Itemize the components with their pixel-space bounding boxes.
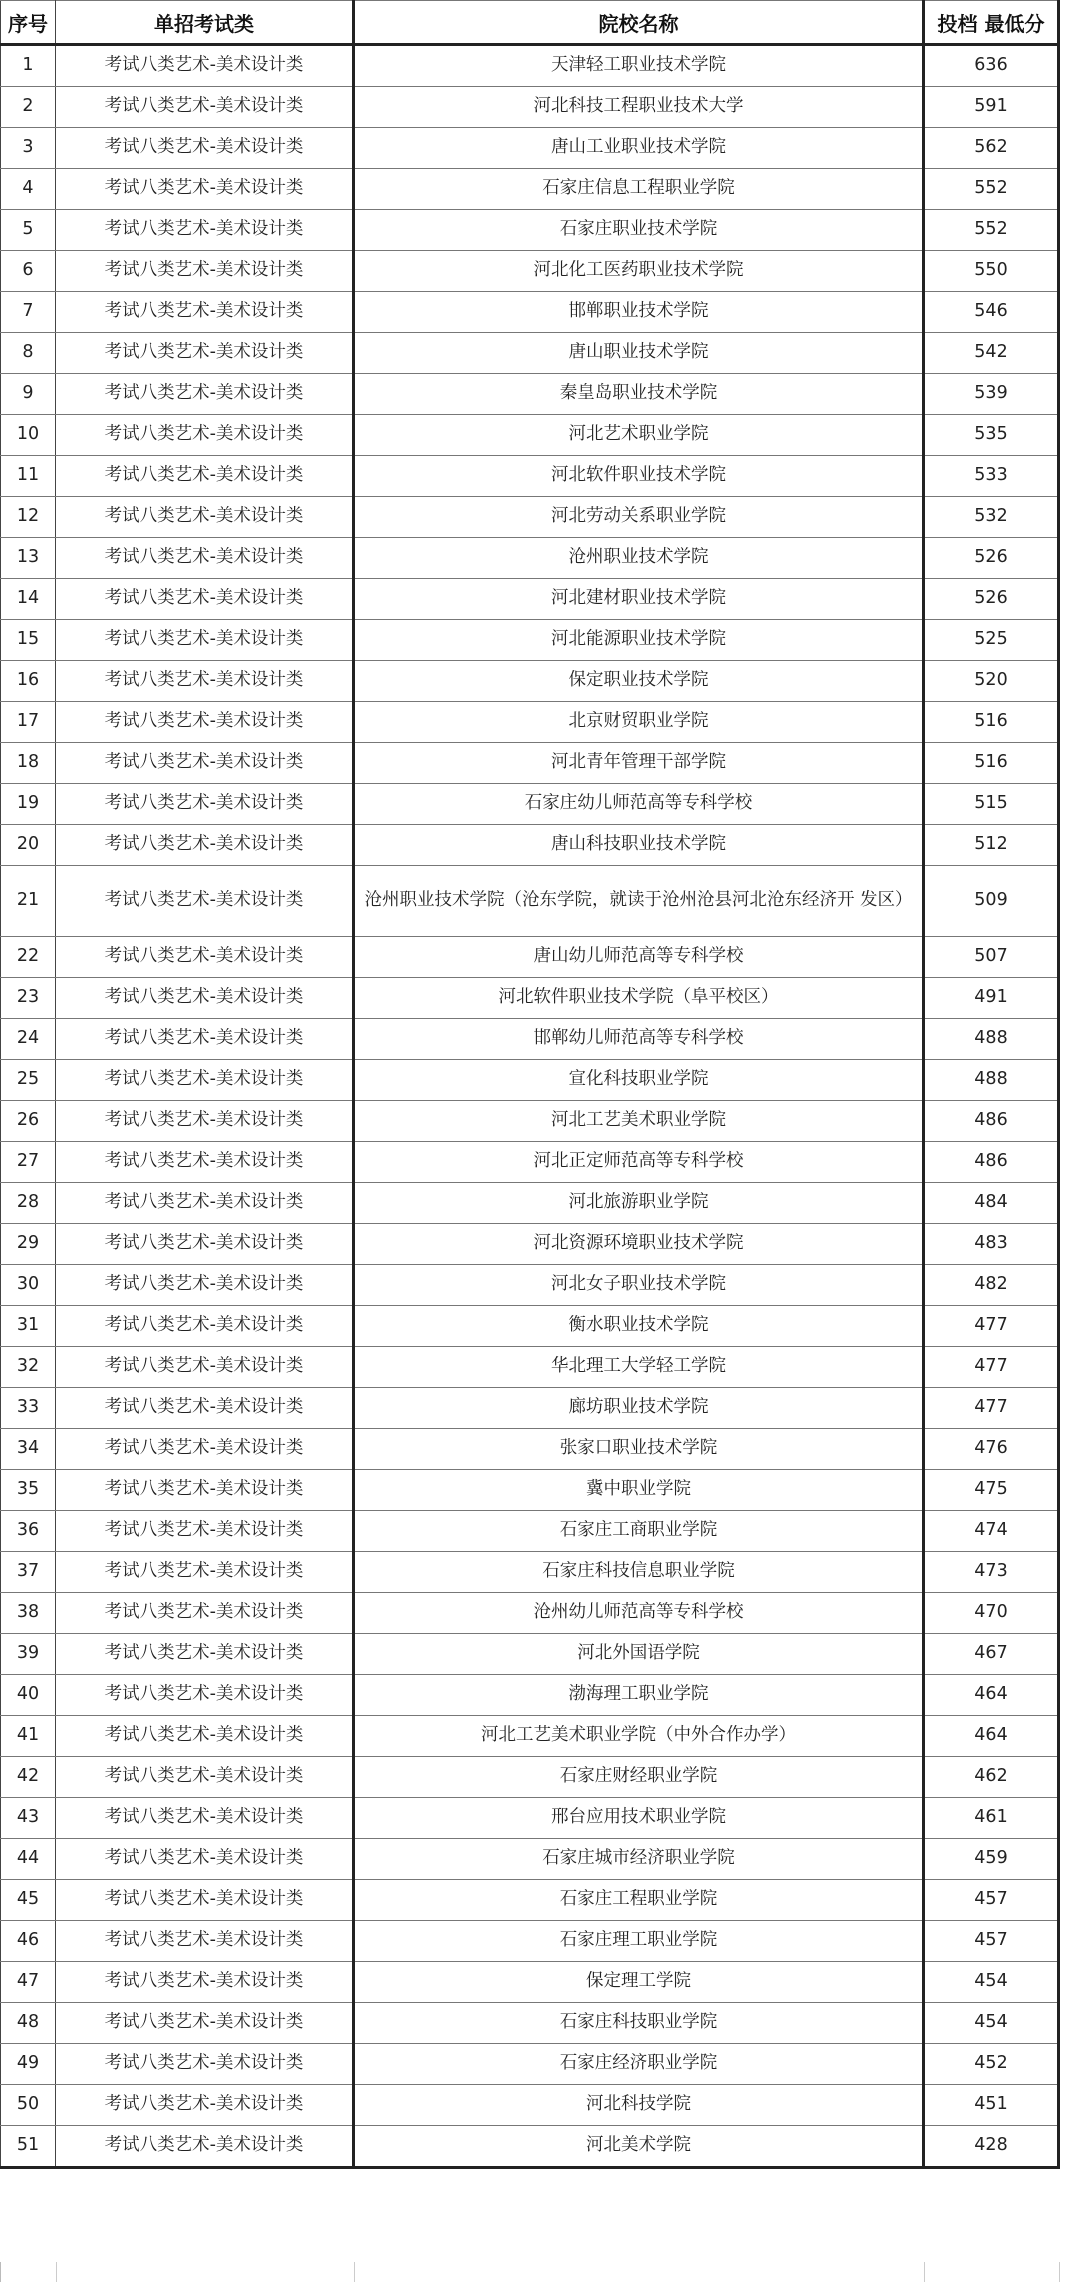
cell-school: 河北工艺美术职业学院: [354, 1101, 924, 1142]
cell-no: 49: [1, 2044, 56, 2085]
cell-score: 539: [924, 374, 1059, 415]
cell-school: 河北工艺美术职业学院（中外合作办学）: [354, 1716, 924, 1757]
cell-category: 考试八类艺术-美术设计类: [56, 1634, 354, 1675]
cell-score: 532: [924, 497, 1059, 538]
cell-score: 462: [924, 1757, 1059, 1798]
table-row: [1, 169, 1059, 210]
cell-category: 考试八类艺术-美术设计类: [56, 579, 354, 620]
cell-category: 考试八类艺术-美术设计类: [56, 1552, 354, 1593]
cell-no: 50: [1, 2085, 56, 2126]
cell-no: 23: [1, 978, 56, 1019]
cell-no: 18: [1, 743, 56, 784]
cell-score: 507: [924, 937, 1059, 978]
cell-category: 考试八类艺术-美术设计类: [56, 978, 354, 1019]
table-row: [1, 1224, 1059, 1265]
cell-no: 20: [1, 825, 56, 866]
cell-no: 33: [1, 1388, 56, 1429]
cell-category: 考试八类艺术-美术设计类: [56, 1675, 354, 1716]
header-category: 单招考试类: [56, 1, 354, 45]
cell-no: 17: [1, 702, 56, 743]
cell-score: 526: [924, 579, 1059, 620]
cell-no: 46: [1, 1921, 56, 1962]
cell-score: 477: [924, 1347, 1059, 1388]
cell-school: 河北女子职业技术学院: [354, 1265, 924, 1306]
cell-no: 28: [1, 1183, 56, 1224]
cell-school: 衡水职业技术学院: [354, 1306, 924, 1347]
table-row: [1, 1675, 1059, 1716]
cell-school: 河北资源环境职业技术学院: [354, 1224, 924, 1265]
cell-category: 考试八类艺术-美术设计类: [56, 497, 354, 538]
cell-school: 河北艺术职业学院: [354, 415, 924, 456]
cell-school: 邢台应用技术职业学院: [354, 1798, 924, 1839]
cell-category: 考试八类艺术-美术设计类: [56, 1798, 354, 1839]
cell-score: 452: [924, 2044, 1059, 2085]
table-row: [1, 743, 1059, 784]
cell-category: 考试八类艺术-美术设计类: [56, 2085, 354, 2126]
cell-no: 8: [1, 333, 56, 374]
cell-score: 464: [924, 1716, 1059, 1757]
table-row: [1, 292, 1059, 333]
cell-category: 考试八类艺术-美术设计类: [56, 1429, 354, 1470]
cell-school: 保定职业技术学院: [354, 661, 924, 702]
table-row: [1, 2126, 1059, 2168]
cell-category: 考试八类艺术-美术设计类: [56, 128, 354, 169]
cell-no: 14: [1, 579, 56, 620]
cell-score: 477: [924, 1306, 1059, 1347]
table-row: [1, 1880, 1059, 1921]
cell-school: 河北正定师范高等专科学校: [354, 1142, 924, 1183]
table-row: [1, 937, 1059, 978]
cell-category: 考试八类艺术-美术设计类: [56, 2044, 354, 2085]
empty-grid-tail: [0, 2262, 1058, 2282]
cell-school: 沧州职业技术学院: [354, 538, 924, 579]
cell-school: 河北化工医药职业技术学院: [354, 251, 924, 292]
cell-category: 考试八类艺术-美术设计类: [56, 45, 354, 87]
cell-school: 河北软件职业技术学院（阜平校区）: [354, 978, 924, 1019]
cell-no: 25: [1, 1060, 56, 1101]
table-row: [1, 333, 1059, 374]
table-body: [1, 45, 1059, 2168]
cell-no: 32: [1, 1347, 56, 1388]
cell-no: 11: [1, 456, 56, 497]
cell-score: 486: [924, 1142, 1059, 1183]
cell-no: 29: [1, 1224, 56, 1265]
cell-no: 10: [1, 415, 56, 456]
cell-category: 考试八类艺术-美术设计类: [56, 1265, 354, 1306]
cell-no: 42: [1, 1757, 56, 1798]
cell-school: 石家庄理工职业学院: [354, 1921, 924, 1962]
cell-score: 473: [924, 1552, 1059, 1593]
cell-school: 天津轻工职业技术学院: [354, 45, 924, 87]
cell-score: 484: [924, 1183, 1059, 1224]
cell-school: 石家庄职业技术学院: [354, 210, 924, 251]
table-row: [1, 1101, 1059, 1142]
cell-school: 保定理工学院: [354, 1962, 924, 2003]
cell-score: 516: [924, 743, 1059, 784]
cell-category: 考试八类艺术-美术设计类: [56, 743, 354, 784]
table-row: [1, 1552, 1059, 1593]
table-row: [1, 1634, 1059, 1675]
table-row: [1, 2044, 1059, 2085]
cell-no: 43: [1, 1798, 56, 1839]
cell-no: 1: [1, 45, 56, 87]
cell-score: 520: [924, 661, 1059, 702]
cell-school: 河北青年管理干部学院: [354, 743, 924, 784]
cell-score: 491: [924, 978, 1059, 1019]
cell-score: 591: [924, 87, 1059, 128]
cell-score: 482: [924, 1265, 1059, 1306]
cell-school: 石家庄城市经济职业学院: [354, 1839, 924, 1880]
table-row: [1, 1019, 1059, 1060]
cell-score: 488: [924, 1060, 1059, 1101]
table-row: [1, 87, 1059, 128]
cell-score: 470: [924, 1593, 1059, 1634]
cell-school: 河北劳动关系职业学院: [354, 497, 924, 538]
cell-score: 533: [924, 456, 1059, 497]
table-row: [1, 1962, 1059, 2003]
cell-score: 459: [924, 1839, 1059, 1880]
cell-category: 考试八类艺术-美术设计类: [56, 702, 354, 743]
cell-school: 唐山幼儿师范高等专科学校: [354, 937, 924, 978]
header-school: 院校名称: [354, 1, 924, 45]
table-row: [1, 210, 1059, 251]
cell-no: 9: [1, 374, 56, 415]
cell-score: 467: [924, 1634, 1059, 1675]
cell-school: 石家庄财经职业学院: [354, 1757, 924, 1798]
table-row: [1, 1142, 1059, 1183]
cell-school: 北京财贸职业学院: [354, 702, 924, 743]
cell-no: 19: [1, 784, 56, 825]
cell-category: 考试八类艺术-美术设计类: [56, 1347, 354, 1388]
header-no: 序号: [1, 1, 56, 45]
table-row: [1, 45, 1059, 87]
cell-score: 454: [924, 2003, 1059, 2044]
cell-category: 考试八类艺术-美术设计类: [56, 1060, 354, 1101]
cell-no: 26: [1, 1101, 56, 1142]
cell-school: 邯郸幼儿师范高等专科学校: [354, 1019, 924, 1060]
cell-no: 15: [1, 620, 56, 661]
cell-score: 477: [924, 1388, 1059, 1429]
cell-category: 考试八类艺术-美术设计类: [56, 169, 354, 210]
cell-category: 考试八类艺术-美术设计类: [56, 937, 354, 978]
cell-score: 428: [924, 2126, 1059, 2168]
cell-category: 考试八类艺术-美术设计类: [56, 1511, 354, 1552]
cell-school: 邯郸职业技术学院: [354, 292, 924, 333]
table-row: [1, 978, 1059, 1019]
cell-category: 考试八类艺术-美术设计类: [56, 1183, 354, 1224]
cell-no: 2: [1, 87, 56, 128]
cell-category: 考试八类艺术-美术设计类: [56, 825, 354, 866]
table-row: [1, 128, 1059, 169]
cell-score: 552: [924, 210, 1059, 251]
cell-category: 考试八类艺术-美术设计类: [56, 251, 354, 292]
table-row: [1, 866, 1059, 937]
cell-school: 河北旅游职业学院: [354, 1183, 924, 1224]
table-header-row: [1, 1, 1059, 45]
cell-school: 唐山科技职业技术学院: [354, 825, 924, 866]
cell-no: 4: [1, 169, 56, 210]
cell-no: 51: [1, 2126, 56, 2168]
cell-school: 河北软件职业技术学院: [354, 456, 924, 497]
cell-score: 461: [924, 1798, 1059, 1839]
cell-score: 546: [924, 292, 1059, 333]
table-row: [1, 1839, 1059, 1880]
cell-score: 457: [924, 1880, 1059, 1921]
cell-category: 考试八类艺术-美术设计类: [56, 1921, 354, 1962]
cell-no: 44: [1, 1839, 56, 1880]
cell-score: 552: [924, 169, 1059, 210]
table-row: [1, 825, 1059, 866]
cell-no: 13: [1, 538, 56, 579]
cell-category: 考试八类艺术-美术设计类: [56, 374, 354, 415]
cell-category: 考试八类艺术-美术设计类: [56, 1593, 354, 1634]
cell-no: 47: [1, 1962, 56, 2003]
cell-score: 636: [924, 45, 1059, 87]
table-row: [1, 1388, 1059, 1429]
cell-school: 渤海理工职业学院: [354, 1675, 924, 1716]
cell-no: 38: [1, 1593, 56, 1634]
cell-category: 考试八类艺术-美术设计类: [56, 333, 354, 374]
cell-school: 石家庄科技信息职业学院: [354, 1552, 924, 1593]
cell-score: 488: [924, 1019, 1059, 1060]
cell-category: 考试八类艺术-美术设计类: [56, 292, 354, 333]
cell-score: 516: [924, 702, 1059, 743]
cell-school: 沧州幼儿师范高等专科学校: [354, 1593, 924, 1634]
table-row: [1, 251, 1059, 292]
cell-school: 河北美术学院: [354, 2126, 924, 2168]
cell-category: 考试八类艺术-美术设计类: [56, 1101, 354, 1142]
cell-category: 考试八类艺术-美术设计类: [56, 210, 354, 251]
cell-category: 考试八类艺术-美术设计类: [56, 1880, 354, 1921]
cell-score: 515: [924, 784, 1059, 825]
cell-category: 考试八类艺术-美术设计类: [56, 1019, 354, 1060]
cell-score: 526: [924, 538, 1059, 579]
cell-no: 41: [1, 1716, 56, 1757]
cell-no: 12: [1, 497, 56, 538]
cell-no: 16: [1, 661, 56, 702]
table-row: [1, 456, 1059, 497]
table-row: [1, 661, 1059, 702]
cell-score: 512: [924, 825, 1059, 866]
cell-school: 沧州职业技术学院（沧东学院，就读于沧州沧县河北沧东经济开 发区）: [354, 866, 924, 937]
cell-category: 考试八类艺术-美术设计类: [56, 1757, 354, 1798]
cell-score: 535: [924, 415, 1059, 456]
cell-school: 唐山职业技术学院: [354, 333, 924, 374]
cell-category: 考试八类艺术-美术设计类: [56, 2126, 354, 2168]
cell-no: 35: [1, 1470, 56, 1511]
header-score: 投档 最低分: [924, 1, 1059, 45]
cell-no: 5: [1, 210, 56, 251]
table-row: [1, 1593, 1059, 1634]
table-row: [1, 1798, 1059, 1839]
cell-category: 考试八类艺术-美术设计类: [56, 456, 354, 497]
cell-no: 27: [1, 1142, 56, 1183]
cell-school: 河北建材职业技术学院: [354, 579, 924, 620]
table-row: [1, 1183, 1059, 1224]
cell-school: 河北能源职业技术学院: [354, 620, 924, 661]
cell-score: 457: [924, 1921, 1059, 1962]
cell-school: 唐山工业职业技术学院: [354, 128, 924, 169]
cell-category: 考试八类艺术-美术设计类: [56, 784, 354, 825]
table-row: [1, 1470, 1059, 1511]
cell-category: 考试八类艺术-美术设计类: [56, 1388, 354, 1429]
cell-score: 454: [924, 1962, 1059, 2003]
cell-category: 考试八类艺术-美术设计类: [56, 620, 354, 661]
cell-category: 考试八类艺术-美术设计类: [56, 866, 354, 937]
cell-score: 509: [924, 866, 1059, 937]
cell-score: 525: [924, 620, 1059, 661]
cell-category: 考试八类艺术-美术设计类: [56, 87, 354, 128]
table-row: [1, 784, 1059, 825]
cell-no: 22: [1, 937, 56, 978]
table-row: [1, 1306, 1059, 1347]
table-row: [1, 1716, 1059, 1757]
table-row: [1, 1921, 1059, 1962]
cell-school: 石家庄科技职业学院: [354, 2003, 924, 2044]
cell-school: 张家口职业技术学院: [354, 1429, 924, 1470]
table-row: [1, 415, 1059, 456]
cell-category: 考试八类艺术-美术设计类: [56, 1142, 354, 1183]
cell-category: 考试八类艺术-美术设计类: [56, 661, 354, 702]
cell-no: 24: [1, 1019, 56, 1060]
cell-score: 550: [924, 251, 1059, 292]
cell-school: 华北理工大学轻工学院: [354, 1347, 924, 1388]
cell-category: 考试八类艺术-美术设计类: [56, 1839, 354, 1880]
cell-score: 483: [924, 1224, 1059, 1265]
cell-category: 考试八类艺术-美术设计类: [56, 538, 354, 579]
cell-school: 秦皇岛职业技术学院: [354, 374, 924, 415]
table-row: [1, 579, 1059, 620]
table-row: [1, 2085, 1059, 2126]
cell-no: 45: [1, 1880, 56, 1921]
cell-score: 486: [924, 1101, 1059, 1142]
cell-school: 宣化科技职业学院: [354, 1060, 924, 1101]
cell-no: 39: [1, 1634, 56, 1675]
cell-no: 3: [1, 128, 56, 169]
cell-school: 石家庄信息工程职业学院: [354, 169, 924, 210]
table-row: [1, 1511, 1059, 1552]
cell-no: 48: [1, 2003, 56, 2044]
cell-no: 21: [1, 866, 56, 937]
cell-no: 7: [1, 292, 56, 333]
cell-score: 451: [924, 2085, 1059, 2126]
table-row: [1, 497, 1059, 538]
cell-category: 考试八类艺术-美术设计类: [56, 1470, 354, 1511]
cell-score: 475: [924, 1470, 1059, 1511]
cell-no: 30: [1, 1265, 56, 1306]
table-row: [1, 620, 1059, 661]
cell-score: 474: [924, 1511, 1059, 1552]
cell-category: 考试八类艺术-美术设计类: [56, 1962, 354, 2003]
cell-category: 考试八类艺术-美术设计类: [56, 2003, 354, 2044]
table-row: [1, 702, 1059, 743]
cell-score: 542: [924, 333, 1059, 374]
cell-school: 河北外国语学院: [354, 1634, 924, 1675]
cell-no: 40: [1, 1675, 56, 1716]
cell-score: 464: [924, 1675, 1059, 1716]
cell-score: 476: [924, 1429, 1059, 1470]
table-row: [1, 1060, 1059, 1101]
cell-no: 36: [1, 1511, 56, 1552]
cell-school: 石家庄工程职业学院: [354, 1880, 924, 1921]
table-row: [1, 2003, 1059, 2044]
cell-no: 37: [1, 1552, 56, 1593]
cell-category: 考试八类艺术-美术设计类: [56, 1306, 354, 1347]
cell-no: 31: [1, 1306, 56, 1347]
cell-category: 考试八类艺术-美术设计类: [56, 415, 354, 456]
cell-category: 考试八类艺术-美术设计类: [56, 1716, 354, 1757]
table-row: [1, 538, 1059, 579]
cell-school: 石家庄经济职业学院: [354, 2044, 924, 2085]
table-row: [1, 1429, 1059, 1470]
cell-school: 河北科技学院: [354, 2085, 924, 2126]
cell-score: 562: [924, 128, 1059, 169]
table-row: [1, 374, 1059, 415]
cell-category: 考试八类艺术-美术设计类: [56, 1224, 354, 1265]
table-row: [1, 1757, 1059, 1798]
cell-no: 34: [1, 1429, 56, 1470]
table-row: [1, 1265, 1059, 1306]
cell-school: 石家庄幼儿师范高等专科学校: [354, 784, 924, 825]
cell-school: 廊坊职业技术学院: [354, 1388, 924, 1429]
cell-school: 河北科技工程职业技术大学: [354, 87, 924, 128]
cell-no: 6: [1, 251, 56, 292]
cell-school: 石家庄工商职业学院: [354, 1511, 924, 1552]
cell-school: 冀中职业学院: [354, 1470, 924, 1511]
table-row: [1, 1347, 1059, 1388]
